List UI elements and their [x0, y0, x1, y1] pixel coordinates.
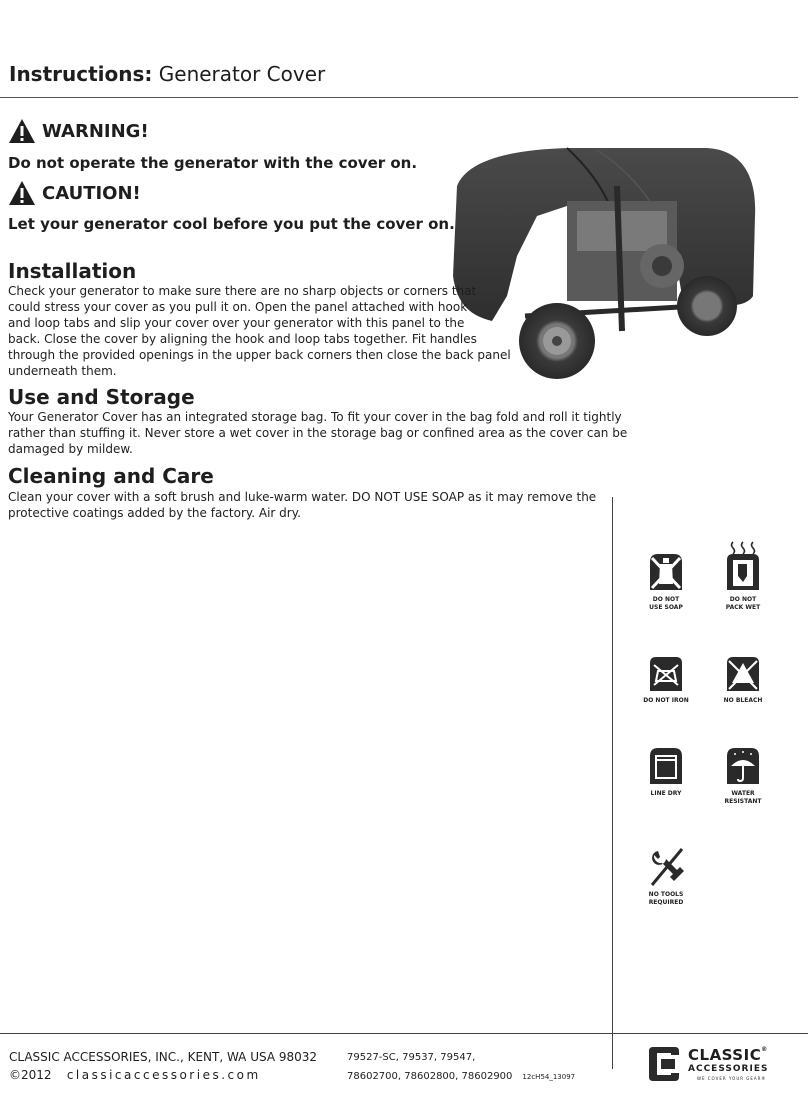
page-title [9, 62, 325, 86]
no-tools-icon [646, 847, 686, 887]
warning-heading [8, 118, 149, 144]
caution-label: CAUTION! [42, 182, 141, 204]
document-code: 12cH54_13097 [522, 1073, 576, 1081]
care-icon-label: DO NOT IRON [643, 697, 689, 704]
logo-registered-mark: ® [761, 1046, 768, 1053]
care-icon-label: NO TOOLS REQUIRED [648, 891, 684, 906]
do-not-pack-wet-icon [723, 540, 763, 592]
copyright: ©2012 [9, 1068, 52, 1082]
logo-mark-icon [645, 1045, 683, 1083]
model-numbers-1: 79527-SC, 79537, 79547, [347, 1052, 476, 1063]
care-icon-no-tools [621, 847, 711, 907]
icon-column-divider [612, 497, 613, 1069]
page-title-rest: Generator Cover [152, 62, 326, 86]
logo-tagline: WE COVER YOUR GEAR® [697, 1076, 767, 1081]
no-soap-icon [646, 552, 686, 592]
header-divider [0, 97, 798, 98]
caution-text: Let your generator cool before you put the cover on. [8, 215, 455, 233]
no-bleach-icon [723, 655, 763, 693]
caution-heading [8, 180, 141, 206]
company-address: CLASSIC ACCESSORIES, INC., KENT, WA USA 98032 [9, 1050, 318, 1064]
footer-company [9, 1048, 317, 1084]
footer-divider [0, 1033, 808, 1034]
care-icon-pack-wet [698, 540, 788, 612]
installation-heading: Installation [8, 259, 137, 283]
care-icon-water-resistant [698, 746, 788, 806]
water-resistant-icon [723, 746, 763, 786]
care-icon-label: DO NOT USE SOAP [649, 596, 683, 611]
footer-models [347, 1048, 575, 1087]
care-icon-label: LINE DRY [650, 790, 682, 797]
use-storage-heading: Use and Storage [8, 385, 195, 409]
cleaning-body: Clean your cover with a soft brush and luke-warm water. DO NOT USE SOAP as it may remove the protective coatings added by the factory. Air dry. [8, 490, 597, 520]
page-title-bold: Instructions: [9, 62, 153, 86]
warning-text: Do not operate the generator with the cover on. [8, 154, 418, 172]
care-icon-label: DO NOT PACK WET [725, 596, 761, 611]
care-icon-bleach [698, 655, 788, 705]
website-link[interactable]: classicaccessories.com [66, 1068, 261, 1082]
classic-accessories-logo [645, 1044, 775, 1084]
logo-word-classic: CLASSIC [688, 1046, 762, 1064]
model-numbers-2: 78602700, 78602800, 78602900 [347, 1071, 513, 1082]
care-icon-label: WATER RESISTANT [724, 790, 762, 805]
care-icon-label: NO BLEACH [723, 697, 763, 704]
warning-triangle-icon [8, 118, 36, 144]
do-not-iron-icon [646, 655, 686, 693]
use-storage-body: Your Generator Cover has an integrated storage bag. To fit your cover in the bag fold and roll it tightly rather than stuffing it. Never store a wet cover in the storage bag or confined area as the cover can be damaged by mildew. [8, 410, 628, 456]
installation-body: Check your generator to make sure there are no sharp objects or corners that could stress your cover as you pull it on. Open the panel attached with hook and loop tabs and slip your cover over your generator with this panel to the back. Close the cover by aligning the hook and loop tabs together. Fit handles through the provided openings in the upper back corners then close the back panel underneath them. [8, 284, 511, 378]
line-dry-icon [646, 746, 686, 786]
caution-triangle-icon [8, 180, 36, 206]
cleaning-heading: Cleaning and Care [8, 464, 214, 488]
warning-label: WARNING! [42, 120, 149, 142]
logo-word-accessories: ACCESSORIES [688, 1064, 769, 1074]
